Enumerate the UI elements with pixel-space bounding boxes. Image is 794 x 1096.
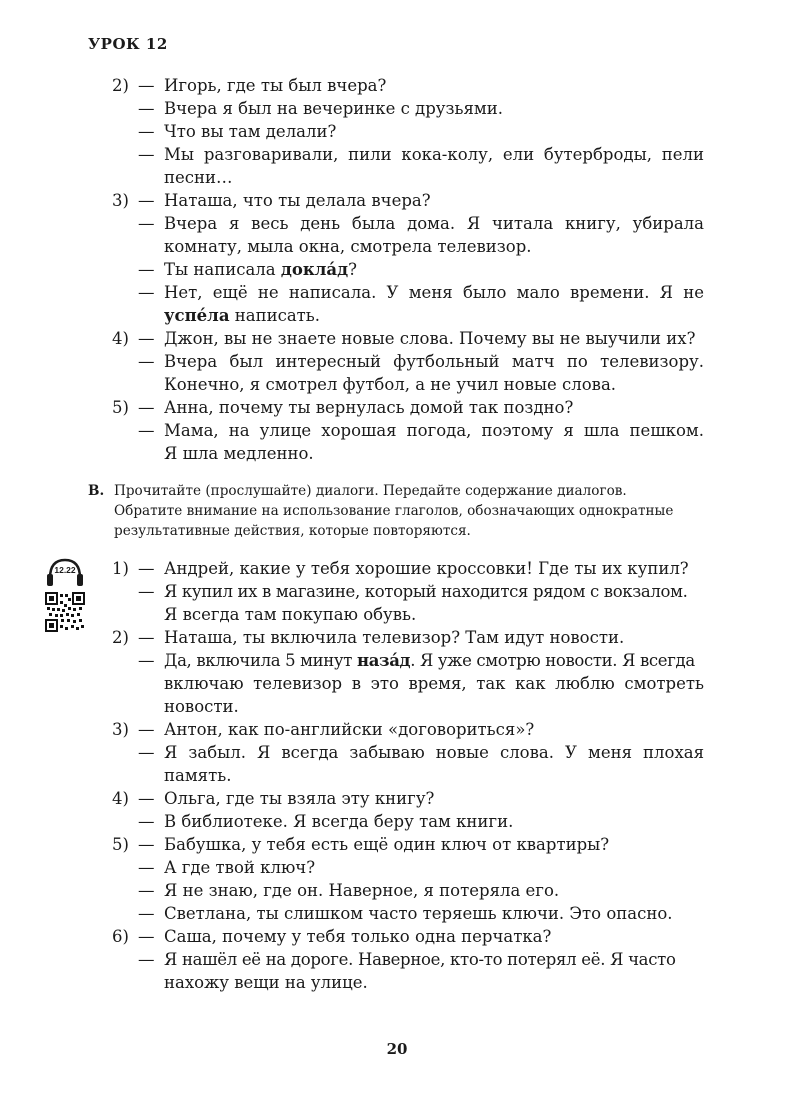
dash: — (138, 651, 155, 670)
lesson-header: УРОК 12 (88, 35, 168, 53)
dialogue-number: 2) (112, 76, 129, 95)
dialogue-line (112, 235, 704, 258)
dialogue-line (112, 350, 704, 373)
dialogue-text: Я шла медленно. (164, 444, 314, 463)
dash: — (138, 191, 155, 210)
dialogue-line (112, 787, 704, 810)
dash: — (138, 789, 155, 808)
dash: — (138, 421, 155, 440)
dash: — (138, 950, 155, 969)
dialogue-line (112, 557, 704, 580)
text-part: написать. (229, 306, 321, 325)
dialogue-text: Джон, вы не знаете новые слова. Почему вы не выучили их? (164, 329, 696, 348)
dialogue-text: В библиотеке. Я всегда беру там книги. (164, 812, 514, 831)
dialogue-number: 2) (112, 628, 129, 647)
dialogue-text: Я всегда там покупаю обувь. (164, 605, 417, 624)
dash: — (138, 214, 155, 233)
audio-track-number: 12.22 (54, 565, 76, 575)
dash: — (138, 881, 155, 900)
dialogue-text (164, 649, 704, 672)
dash: — (138, 76, 155, 95)
dialogue-text: комнату, мыла окна, смотрела телевизор. (164, 237, 532, 256)
dialogue-line (112, 120, 704, 143)
dash: — (138, 99, 155, 118)
dialogue-line (112, 971, 704, 994)
dialogue-line (112, 879, 704, 902)
dialogue-text: Я не знаю, где он. Наверное, я потеряла его. (164, 881, 560, 900)
dialogue-number: 3) (112, 720, 129, 739)
dialogue-number: 4) (112, 329, 129, 348)
dialogue-line (112, 442, 704, 465)
dash: — (138, 927, 155, 946)
dialogue-line (112, 626, 704, 649)
keyword-uspela: успе́ла (164, 306, 230, 325)
text-part: . Я уже смотрю новости. Я всегда (410, 651, 695, 670)
dialogue-text: Конечно, я смотрел футбол, а не учил новые слова. (164, 375, 617, 394)
dash: — (138, 720, 155, 739)
dialogue-text: Игорь, где ты был вчера? (164, 76, 387, 95)
dialogue-text: Наташа, ты включила телевизор? Там идут новости. (164, 628, 625, 647)
dialogue-line (112, 327, 704, 350)
dialogue-text: Бабушка, у тебя есть ещё один ключ от квартиры? (164, 835, 610, 854)
dialogue-text: новости. (164, 697, 239, 716)
dialogue-number: 4) (112, 789, 129, 808)
dialogue-text: Анна, почему ты вернулась домой так поздно? (164, 398, 574, 417)
keyword-nazad: наза́д (356, 651, 411, 670)
dialogue-text: Андрей, какие у тебя хорошие кроссовки! Где ты их купил? (164, 559, 689, 578)
dialogue-text: Что вы там делали? (164, 122, 337, 141)
dash: — (138, 858, 155, 877)
dash: — (138, 628, 155, 647)
dialogue-line (112, 143, 704, 166)
dash: — (138, 743, 155, 762)
dialogue-line (112, 764, 704, 787)
dialogue-text: Я купил их в магазине, который находится рядом с вокзалом. (164, 582, 688, 601)
dialogue-text: Я забыл. Я всегда забываю новые слова. У меня плохая (164, 743, 704, 762)
dialogues-part-a (112, 74, 704, 465)
exercise-letter: В. (88, 483, 105, 499)
instruction-line: результативные действия, которые повторяются. (114, 523, 471, 539)
dialogue-line (112, 212, 704, 235)
dash: — (138, 398, 155, 417)
dialogue-text: Антон, как по-английски «договориться»? (164, 720, 535, 739)
dialogue-line (112, 695, 704, 718)
dialogue-text: Наташа, что ты делала вчера? (164, 191, 431, 210)
dialogue-line (112, 810, 704, 833)
dialogue-line (112, 74, 704, 97)
dash: — (138, 835, 155, 854)
dialogues-part-b (112, 557, 704, 994)
dash: — (138, 260, 155, 279)
dialogue-line (112, 718, 704, 741)
instruction-line: Обратите внимание на использование глаголов, обозначающих однократные (114, 503, 674, 519)
text-part: ? (348, 260, 357, 279)
dialogue-line (112, 97, 704, 120)
dialogue-number: 3) (112, 191, 129, 210)
qr-code-icon[interactable] (45, 592, 85, 632)
page-number: 20 (386, 1040, 408, 1058)
dialogue-text: Вчера я весь день была дома. Я читала книгу, убирала (164, 214, 704, 233)
dialogue-number: 1) (112, 559, 129, 578)
audio-track-widget[interactable] (45, 556, 85, 634)
dialogue-line (112, 603, 704, 626)
text-part: Ты написала (164, 260, 281, 279)
dialogue-text: Светлана, ты слишком часто теряешь ключи. Это опасно. (164, 904, 673, 923)
dialogue-text: нахожу вещи на улице. (164, 973, 368, 992)
dialogue-line (112, 649, 704, 672)
dash: — (138, 559, 155, 578)
dash: — (138, 145, 155, 164)
dash: — (138, 582, 155, 601)
dialogue-line (112, 856, 704, 879)
dialogue-line (112, 258, 704, 281)
dash: — (138, 329, 155, 348)
dash: — (138, 122, 155, 141)
dialogue-text: Вчера я был на вечеринке с друзьями. (164, 99, 503, 118)
dash: — (138, 283, 155, 302)
dialogue-text: Саша, почему у тебя только одна перчатка? (164, 927, 552, 946)
dialogue-line (112, 189, 704, 212)
instruction-line: Прочитайте (прослушайте) диалоги. Передайте содержание диалогов. (114, 483, 627, 499)
dialogue-line (112, 833, 704, 856)
dash: — (138, 812, 155, 831)
dialogue-text: Мы разговаривали, пили кока-колу, ели бутерброды, пели (164, 145, 704, 164)
dash: — (138, 352, 155, 371)
text-part: Да, включила 5 минут (164, 651, 357, 670)
dialogue-text (164, 304, 320, 327)
dialogue-text: включаю телевизор в это время, так как люблю смотреть (164, 674, 704, 693)
dialogue-number: 5) (112, 835, 129, 854)
dialogue-text: память. (164, 766, 232, 785)
dialogue-text: Мама, на улице хорошая погода, поэтому я шла пешком. (164, 421, 704, 440)
dialogue-text (164, 258, 704, 281)
dialogue-line (112, 419, 704, 442)
dialogue-number: 5) (112, 398, 129, 417)
dialogue-line (112, 396, 704, 419)
dialogue-text: Ольга, где ты взяла эту книгу? (164, 789, 435, 808)
dialogue-line (112, 373, 704, 396)
dialogue-line (112, 281, 704, 304)
dialogue-text: песни… (164, 168, 233, 187)
dialogue-line (112, 166, 704, 189)
dialogue-line (112, 948, 704, 971)
dialogue-text: А где твой ключ? (164, 858, 316, 877)
dialogue-number: 6) (112, 927, 129, 946)
dialogue-text: Я нашёл её на дороге. Наверное, кто-то потерял её. Я часто (164, 950, 676, 969)
keyword-doklad: докла́д (280, 260, 349, 279)
dialogue-line (112, 902, 704, 925)
dialogue-text: Вчера был интересный футбольный матч по телевизору. (164, 352, 704, 371)
dialogue-line (112, 580, 704, 603)
dialogue-text: Нет, ещё не написала. У меня было мало времени. Я не (164, 283, 704, 302)
dash: — (138, 904, 155, 923)
dialogue-line (112, 304, 704, 327)
dialogue-line (112, 741, 704, 764)
dialogue-line (112, 672, 704, 695)
dialogue-line (112, 925, 704, 948)
